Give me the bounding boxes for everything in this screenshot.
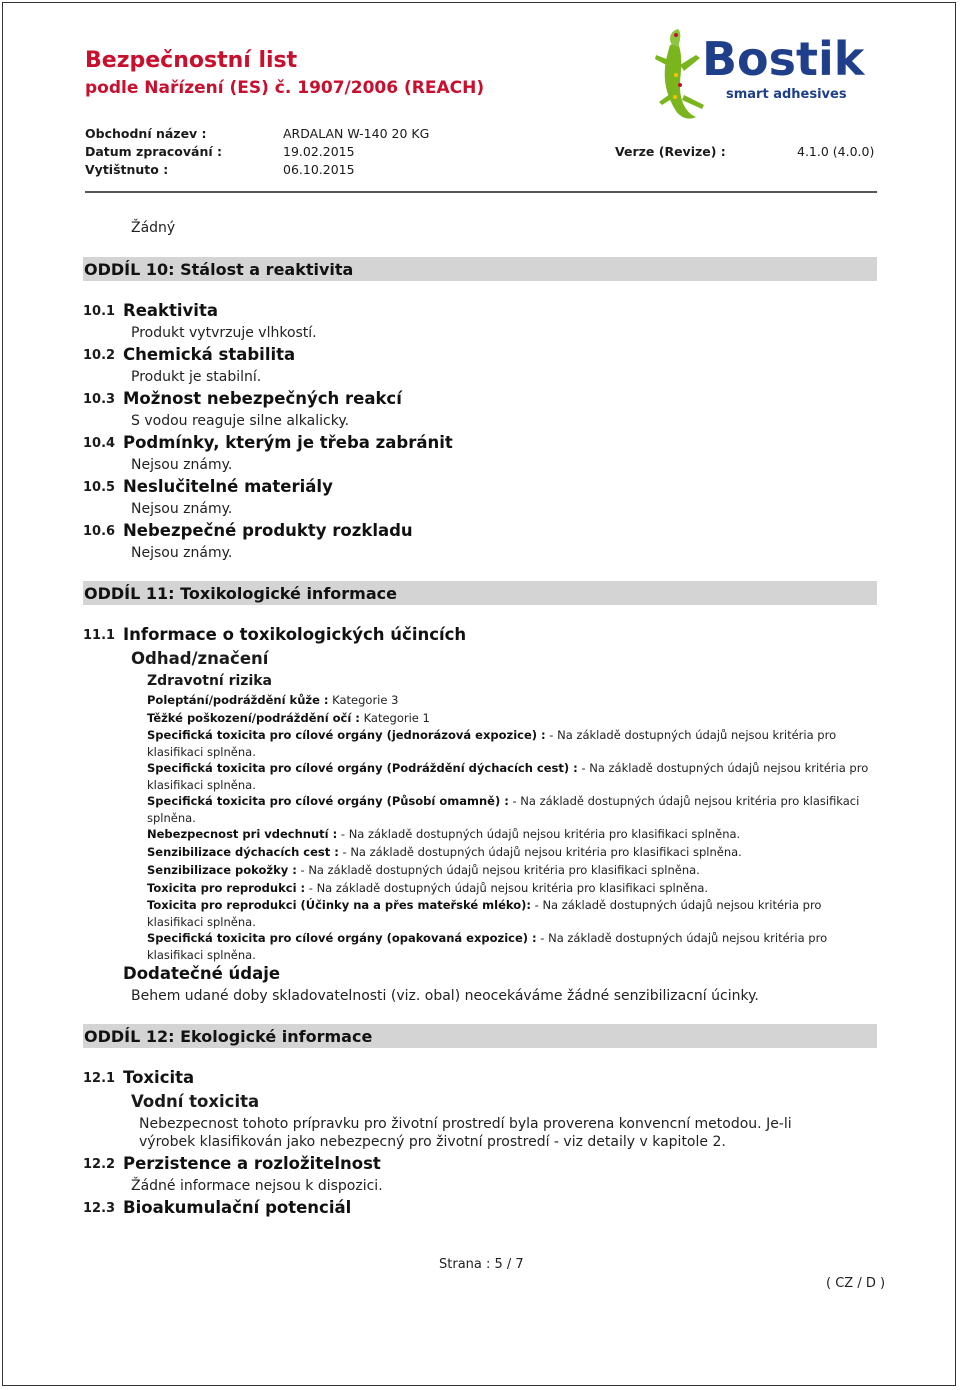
trade-name-label: Obchodní název : xyxy=(85,126,207,141)
section-11-header xyxy=(83,581,877,605)
subsection-title: Nebezpečné produkty rozkladu xyxy=(123,521,413,540)
printed-value: 06.10.2015 xyxy=(283,162,355,177)
health-hazards-heading: Zdravotní rizika xyxy=(147,673,273,689)
hazard-entry: Těžké poškození/podráždění očí : Kategorie 1 xyxy=(147,711,430,725)
subsection-number: 10.4 xyxy=(83,436,116,451)
hazard-entry: Nebezpecnost pri vdechnutí : - Na základě dostupných údajů nejsou kritéria pro klasifikaci splněna. xyxy=(147,827,741,841)
subsection-number: 10.5 xyxy=(83,480,116,495)
subsection-title: Podmínky, kterým je třeba zabránit xyxy=(123,433,453,452)
subsection-text: Nejsou známy. xyxy=(131,501,233,517)
aquatic-toxicity-heading: Vodní toxicita xyxy=(131,1092,260,1111)
header-divider xyxy=(85,191,877,193)
hazard-entry: Specifická toxicita pro cílové orgány (Podráždění dýchacích cest) : - Na základě dostupných údajů nejsou kritéria pro klasifikaci splněna. xyxy=(147,761,869,792)
hazard-entry: Poleptání/podráždění kůže : Kategorie 3 xyxy=(147,693,399,707)
section-10-title: ODDÍL 10: Stálost a reaktivita xyxy=(84,260,354,279)
document-subtitle: podle Nařízení (ES) č. 1907/2006 (REACH) xyxy=(85,78,485,98)
hazard-entry: Toxicita pro reprodukci : - Na základě dostupných údajů nejsou kritéria pro klasifikaci splněna. xyxy=(147,881,709,895)
printed-label: Vytištnuto : xyxy=(85,162,169,177)
subsection-title: Možnost nebezpečných reakcí xyxy=(123,389,402,408)
subsection-text: Produkt je stabilní. xyxy=(131,369,262,385)
assessment-heading: Odhad/značení xyxy=(131,649,269,668)
subsection-title: Reaktivita xyxy=(123,301,218,320)
subsection-title: Chemická stabilita xyxy=(123,345,296,364)
aquatic-toxicity-text: Nebezpecnost tohoto prípravku pro životní prostredí byla proverena konvencní metodou. Je-li xyxy=(139,1116,792,1132)
section-12-title: ODDÍL 12: Ekologické informace xyxy=(84,1027,373,1046)
hazard-entry: Toxicita pro reprodukci (Účinky na a přes mateřské mléko): - Na základě dostupných údajů nejsou kritéria pro klasifikaci splněna. xyxy=(147,898,822,929)
subsection-title: Neslučitelné materiály xyxy=(123,477,333,496)
date-value: 19.02.2015 xyxy=(283,144,355,159)
subsection-number: 12.2 xyxy=(83,1157,116,1172)
section-11-title: ODDÍL 11: Toxikologické informace xyxy=(84,584,397,603)
subsection-number: 11.1 xyxy=(83,628,116,643)
date-label: Datum zpracování : xyxy=(85,144,222,159)
previous-section-tail: Žádný xyxy=(131,220,176,236)
hazard-entry: Specifická toxicita pro cílové orgány (Působí omamně) : - Na základě dostupných údajů nejsou kritéria pro klasifikaci splněna. xyxy=(147,794,860,825)
logo-tagline: smart adhesives xyxy=(726,87,847,102)
subsection-number: 12.1 xyxy=(83,1071,116,1086)
version-value: 4.1.0 (4.0.0) xyxy=(797,144,875,159)
document-title: Bezpečnostní list xyxy=(85,48,298,73)
hazard-entry: Specifická toxicita pro cílové orgány (jednorázová expozice) : - Na základě dostupných údajů nejsou kritéria pro klasifikaci splněna. xyxy=(147,728,837,759)
additional-info-text: Behem udané doby skladovatelnosti (viz. obal) neocekáváme žádné senzibilizacní úcinky. xyxy=(131,988,759,1004)
version-label: Verze (Revize) : xyxy=(615,144,726,159)
subsection-title: Toxicita xyxy=(123,1068,195,1087)
subsection-title: Informace o toxikologických účincích xyxy=(123,625,467,644)
logo-brand: Bostik xyxy=(702,32,865,86)
subsection-number: 12.3 xyxy=(83,1201,116,1216)
hazard-entry: Specifická toxicita pro cílové orgány (opakovaná expozice) : - Na základě dostupných údajů nejsou kritéria pro klasifikaci splněna. xyxy=(147,931,828,962)
additional-info-heading: Dodatečné údaje xyxy=(123,964,281,983)
page-number: Strana : 5 / 7 xyxy=(439,1257,524,1272)
subsection-number: 10.1 xyxy=(83,304,116,319)
subsection-text: Žádné informace nejsou k dispozici. xyxy=(131,1178,383,1194)
subsection-text: Nejsou známy. xyxy=(131,545,233,561)
subsection-title: Bioakumulační potenciál xyxy=(123,1198,352,1217)
language-code: ( CZ / D ) xyxy=(826,1276,886,1291)
gecko-icon xyxy=(655,29,704,119)
subsection-title: Perzistence a rozložitelnost xyxy=(123,1154,381,1173)
aquatic-toxicity-text: výrobek klasifikován jako nebezpecný pro životní prostredí - viz detaily v kapitole 2. xyxy=(139,1134,726,1150)
section-10-header xyxy=(83,257,877,281)
subsection-number: 10.6 xyxy=(83,524,116,539)
bostik-logo xyxy=(650,25,880,125)
subsection-text: Produkt vytvrzuje vlhkostí. xyxy=(131,325,317,341)
subsection-text: Nejsou známy. xyxy=(131,457,233,473)
hazard-entry: Senzibilizace dýchacích cest : - Na základě dostupných údajů nejsou kritéria pro klasifikaci splněna. xyxy=(147,845,742,859)
hazard-entry: Senzibilizace pokožky : - Na základě dostupných údajů nejsou kritéria pro klasifikaci splněna. xyxy=(147,863,700,877)
subsection-number: 10.2 xyxy=(83,348,116,363)
trade-name-value: ARDALAN W-140 20 KG xyxy=(283,126,430,141)
subsection-text: S vodou reaguje silne alkalicky. xyxy=(131,413,350,429)
section-12-header xyxy=(83,1024,877,1048)
subsection-number: 10.3 xyxy=(83,392,116,407)
